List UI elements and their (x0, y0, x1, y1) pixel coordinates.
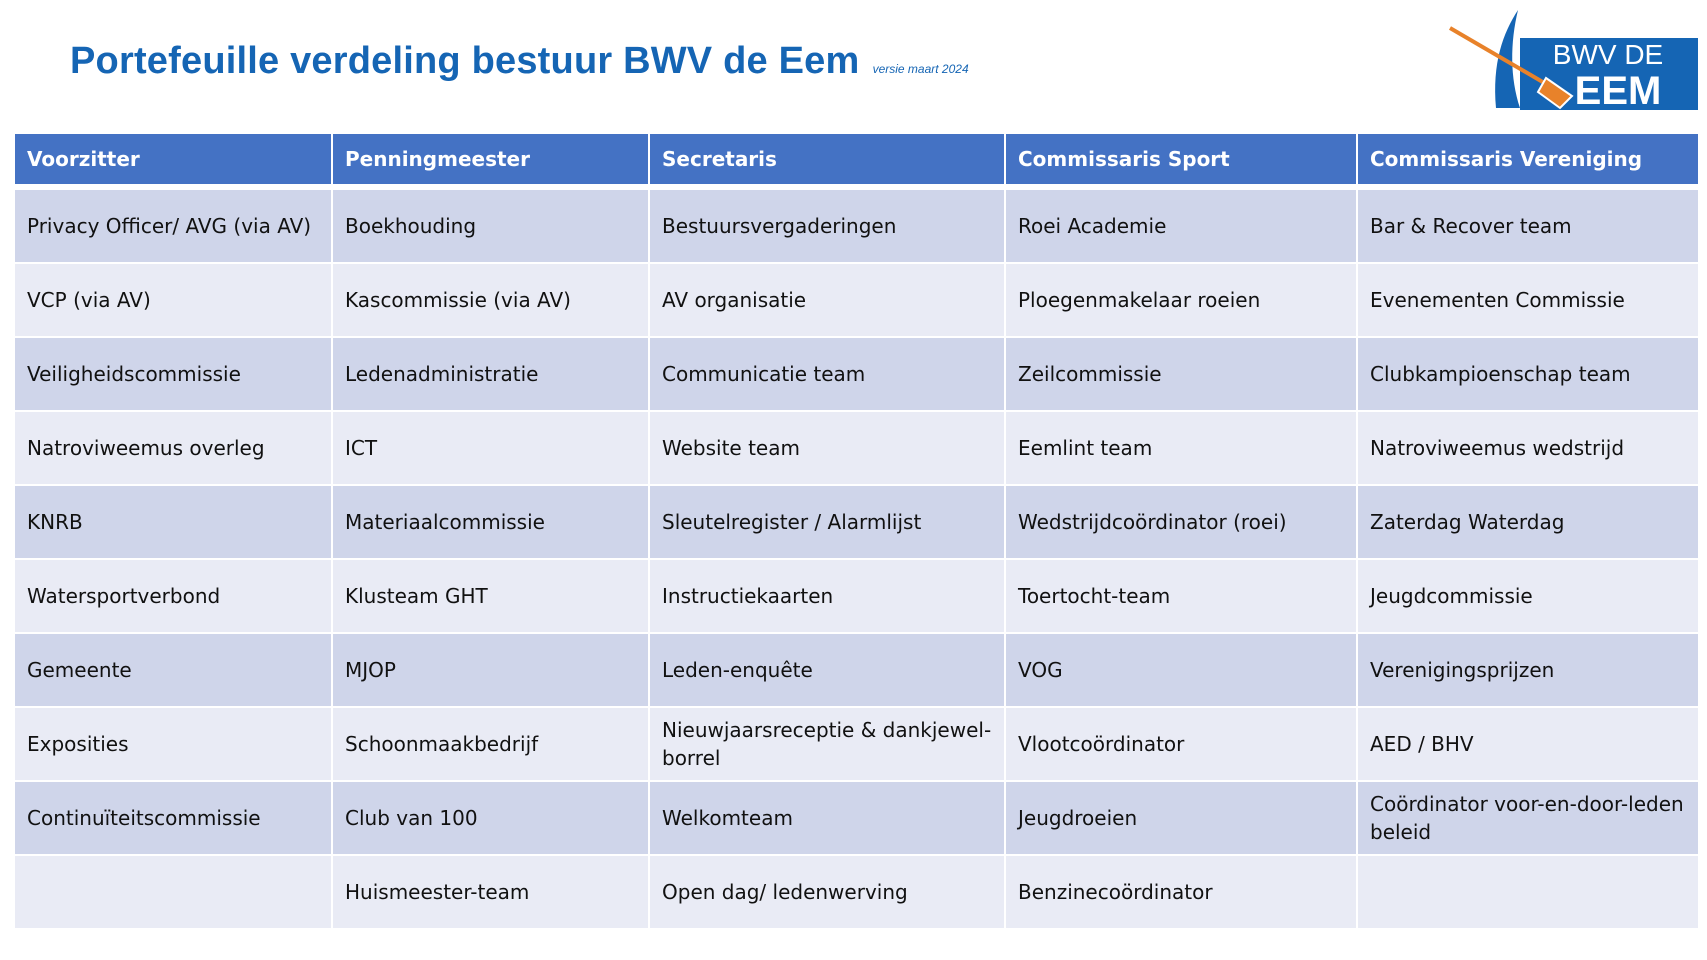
table-cell: Materiaalcommissie (332, 485, 649, 559)
table-cell: Verenigingsprijzen (1357, 633, 1699, 707)
table-cell: Toertocht-team (1005, 559, 1357, 633)
logo-text-line2: EEM (1574, 69, 1662, 113)
table-row (14, 485, 1699, 559)
table-row (14, 559, 1699, 633)
table-cell: Jeugdroeien (1005, 781, 1357, 855)
table-cell: Open dag/ ledenwerving (649, 855, 1005, 929)
table-cell: Coördinator voor-en-door-leden beleid (1357, 781, 1699, 855)
table-row (14, 633, 1699, 707)
table-row (14, 337, 1699, 411)
page-title: Portefeuille verdeling bestuur BWV de Eem (70, 40, 860, 82)
column-header: Secretaris (649, 133, 1005, 187)
table-cell: Nieuwjaarsreceptie & dankjewel-borrel (649, 707, 1005, 781)
table-cell: Klusteam GHT (332, 559, 649, 633)
table-row (14, 707, 1699, 781)
portfolio-table (13, 132, 1700, 930)
table-cell: Sleutelregister / Alarmlijst (649, 485, 1005, 559)
table-cell: Ledenadministratie (332, 337, 649, 411)
table-cell: Roei Academie (1005, 187, 1357, 263)
table-row (14, 411, 1699, 485)
table-cell: ICT (332, 411, 649, 485)
table-cell: AED / BHV (1357, 707, 1699, 781)
table-cell: VOG (1005, 633, 1357, 707)
table-cell: Zaterdag Waterdag (1357, 485, 1699, 559)
table-cell (1357, 855, 1699, 929)
table-cell: Zeilcommissie (1005, 337, 1357, 411)
table-cell: Ploegenmakelaar roeien (1005, 263, 1357, 337)
table-row (14, 187, 1699, 263)
table-cell: Club van 100 (332, 781, 649, 855)
table-cell: Wedstrijdcoördinator (roei) (1005, 485, 1357, 559)
table-header-row (14, 133, 1699, 187)
table-cell: Veiligheidscommissie (14, 337, 332, 411)
table-cell: Website team (649, 411, 1005, 485)
table-cell: MJOP (332, 633, 649, 707)
club-logo (1448, 8, 1698, 118)
table-cell: Instructiekaarten (649, 559, 1005, 633)
table-cell: Communicatie team (649, 337, 1005, 411)
table-cell: KNRB (14, 485, 332, 559)
table-cell: Natroviweemus overleg (14, 411, 332, 485)
table-cell: Eemlint team (1005, 411, 1357, 485)
table-cell: Continuïteitscommissie (14, 781, 332, 855)
column-header: Penningmeester (332, 133, 649, 187)
table-cell: Exposities (14, 707, 332, 781)
column-header: Commissaris Vereniging (1357, 133, 1699, 187)
table-cell: Evenementen Commissie (1357, 263, 1699, 337)
table-cell: Jeugdcommissie (1357, 559, 1699, 633)
table-cell: Huismeester-team (332, 855, 649, 929)
column-header: Voorzitter (14, 133, 332, 187)
table-cell: Gemeente (14, 633, 332, 707)
table-row (14, 781, 1699, 855)
table-cell: Bestuursvergaderingen (649, 187, 1005, 263)
table-cell (14, 855, 332, 929)
table-cell: VCP (via AV) (14, 263, 332, 337)
table-cell: Benzinecoördinator (1005, 855, 1357, 929)
table-cell: Leden-enquête (649, 633, 1005, 707)
table-cell: Kascommissie (via AV) (332, 263, 649, 337)
table-cell: Clubkampioenschap team (1357, 337, 1699, 411)
table-row (14, 855, 1699, 929)
table-cell: Privacy Officer/ AVG (via AV) (14, 187, 332, 263)
table-cell: Watersportverbond (14, 559, 332, 633)
title-block (70, 40, 969, 83)
version-note: versie maart 2024 (872, 62, 969, 76)
table-cell: Vlootcoördinator (1005, 707, 1357, 781)
table-cell: Welkomteam (649, 781, 1005, 855)
table-row (14, 263, 1699, 337)
logo-text-line1: BWV DE (1552, 39, 1664, 70)
table-cell: Boekhouding (332, 187, 649, 263)
table-cell: Natroviweemus wedstrijd (1357, 411, 1699, 485)
table-cell: Bar & Recover team (1357, 187, 1699, 263)
column-header: Commissaris Sport (1005, 133, 1357, 187)
table-cell: AV organisatie (649, 263, 1005, 337)
table-body (14, 187, 1699, 929)
table-cell: Schoonmaakbedrijf (332, 707, 649, 781)
